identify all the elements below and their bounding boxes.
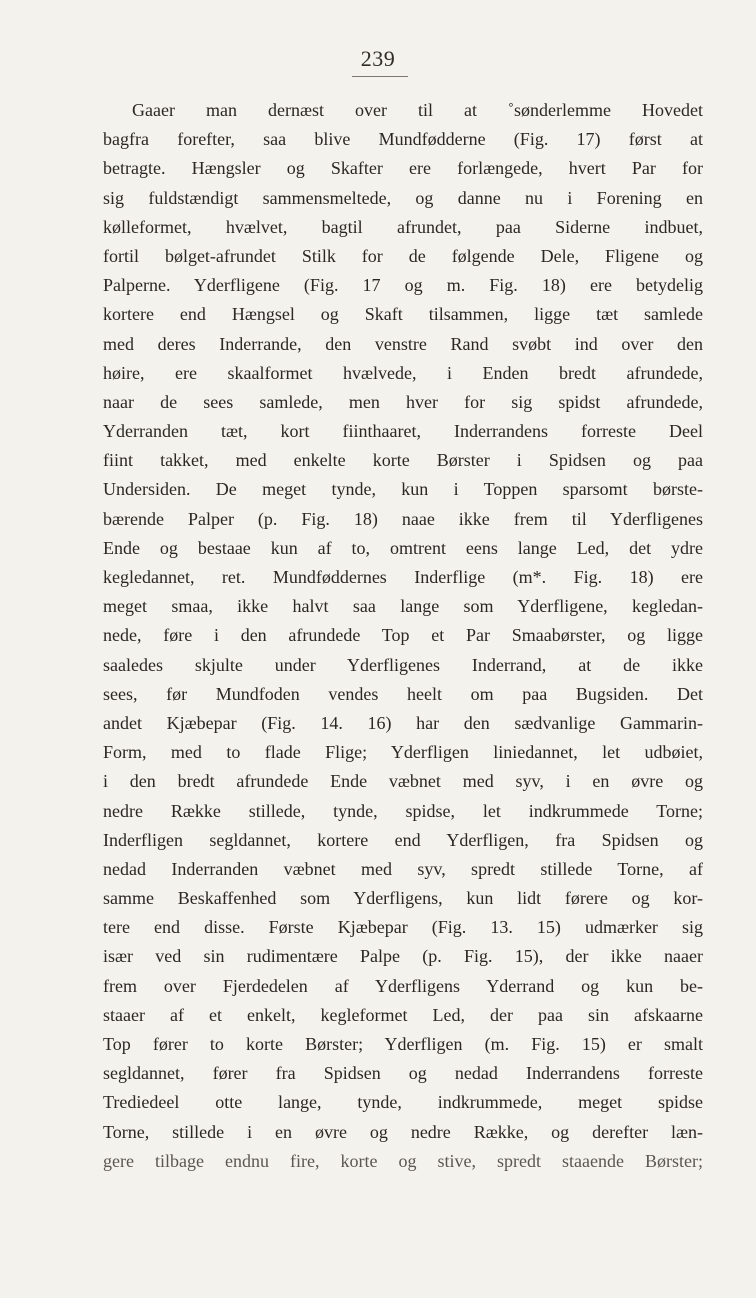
text-line: nede, føre i den afrundede Top et Par Smaabørster, og ligge bbox=[103, 625, 703, 646]
text-line: Inderfligen segldannet, kortere end Yderfligen, fra Spidsen og bbox=[103, 829, 703, 850]
text-line: samme Beskaffenhed som Yderfligens, kun lidt førere og kor- bbox=[103, 888, 703, 909]
text-line: sees, før Mundfoden vendes heelt om paa Bugsiden. Det bbox=[103, 683, 703, 704]
text-line: Trediedeel otte lange, tynde, indkrummede, meget spidse bbox=[103, 1092, 703, 1113]
text-line: saaledes skjulte under Yderfligenes Inderrand, at de ikke bbox=[103, 654, 703, 675]
text-line: andet Kjæbepar (Fig. 14. 16) har den sædvanlige Gammarin- bbox=[103, 712, 703, 733]
text-line: kortere end Hængsel og Skaft tilsammen, ligge tæt samlede bbox=[103, 304, 703, 325]
text-line: med deres Inderrande, den venstre Rand svøbt ind over den bbox=[103, 333, 703, 354]
text-line: bagfra forefter, saa blive Mundfødderne (Fig. 17) først at bbox=[103, 129, 703, 150]
text-line: frem over Fjerdedelen af Yderfligens Yderrand og kun be- bbox=[103, 975, 703, 996]
text-line: nedad Inderranden væbnet med syv, spredt stillede Torne, af bbox=[103, 858, 703, 879]
text-line: betragte. Hængsler og Skafter ere forlængede, hvert Par for bbox=[103, 158, 703, 179]
text-line: segldannet, fører fra Spidsen og nedad Inderrandens forreste bbox=[103, 1063, 703, 1084]
text-line: Yderranden tæt, kort fiinthaaret, Inderrandens forreste Deel bbox=[103, 421, 703, 442]
text-line: Gaaer man dernæst over til at ˚sønderlemme Hovedet bbox=[132, 100, 703, 120]
text-line: tere end disse. Første Kjæbepar (Fig. 13. 15) udmærker sig bbox=[103, 917, 703, 938]
text-line: fiint takket, med enkelte korte Børster i Spidsen og paa bbox=[103, 450, 703, 471]
text-line: fortil bølget-afrundet Stilk for de følgende Dele, Fligene og bbox=[103, 245, 703, 266]
text-line: meget smaa, ikke halvt saa lange som Yderfligene, kegledan- bbox=[103, 596, 703, 617]
text-line: kegledannet, ret. Mundføddernes Inderflige (m*. Fig. 18) ere bbox=[103, 567, 703, 587]
text-line: gere tilbage endnu fire, korte og stive, spredt staaende Børster; bbox=[103, 1150, 703, 1171]
text-line: sig fuldstændigt sammensmeltede, og danne nu i Forening en bbox=[103, 187, 703, 208]
page-number-rule bbox=[352, 76, 408, 77]
text-line: Ende og bestaae kun af to, omtrent eens lange Led, det ydre bbox=[103, 537, 703, 558]
text-line: kølleformet, hvælvet, bagtil afrundet, paa Siderne indbuet, bbox=[103, 216, 703, 237]
text-line: naar de sees samlede, men hver for sig spidst afrundede, bbox=[103, 391, 703, 412]
text-line: høire, ere skaalformet hvælvede, i Enden bredt afrundede, bbox=[103, 362, 703, 383]
body-text bbox=[103, 96, 703, 1176]
text-line: i den bredt afrundede Ende væbnet med syv, i en øvre og bbox=[103, 771, 703, 792]
text-line: især ved sin rudimentære Palpe (p. Fig. 15), der ikke naaer bbox=[103, 946, 703, 967]
page-number: 239 bbox=[360, 46, 396, 71]
text-line: Form, med to flade Flige; Yderfligen liniedannet, let udbøiet, bbox=[103, 742, 703, 763]
text-line: nedre Række stillede, tynde, spidse, let indkrummede Torne; bbox=[103, 800, 703, 821]
text-line: bærende Palper (p. Fig. 18) naae ikke frem til Yderfligenes bbox=[103, 508, 703, 529]
text-line: Undersiden. De meget tynde, kun i Toppen sparsomt børste- bbox=[103, 479, 703, 500]
text-line: Top fører to korte Børster; Yderfligen (m. Fig. 15) er smalt bbox=[103, 1034, 703, 1054]
text-line: Palperne. Yderfligene (Fig. 17 og m. Fig. 18) ere betydelig bbox=[103, 275, 703, 296]
text-line: staaer af et enkelt, kegleformet Led, der paa sin afskaarne bbox=[103, 1004, 703, 1025]
text-line: Torne, stillede i en øvre og nedre Række, og derefter læn- bbox=[103, 1121, 703, 1142]
